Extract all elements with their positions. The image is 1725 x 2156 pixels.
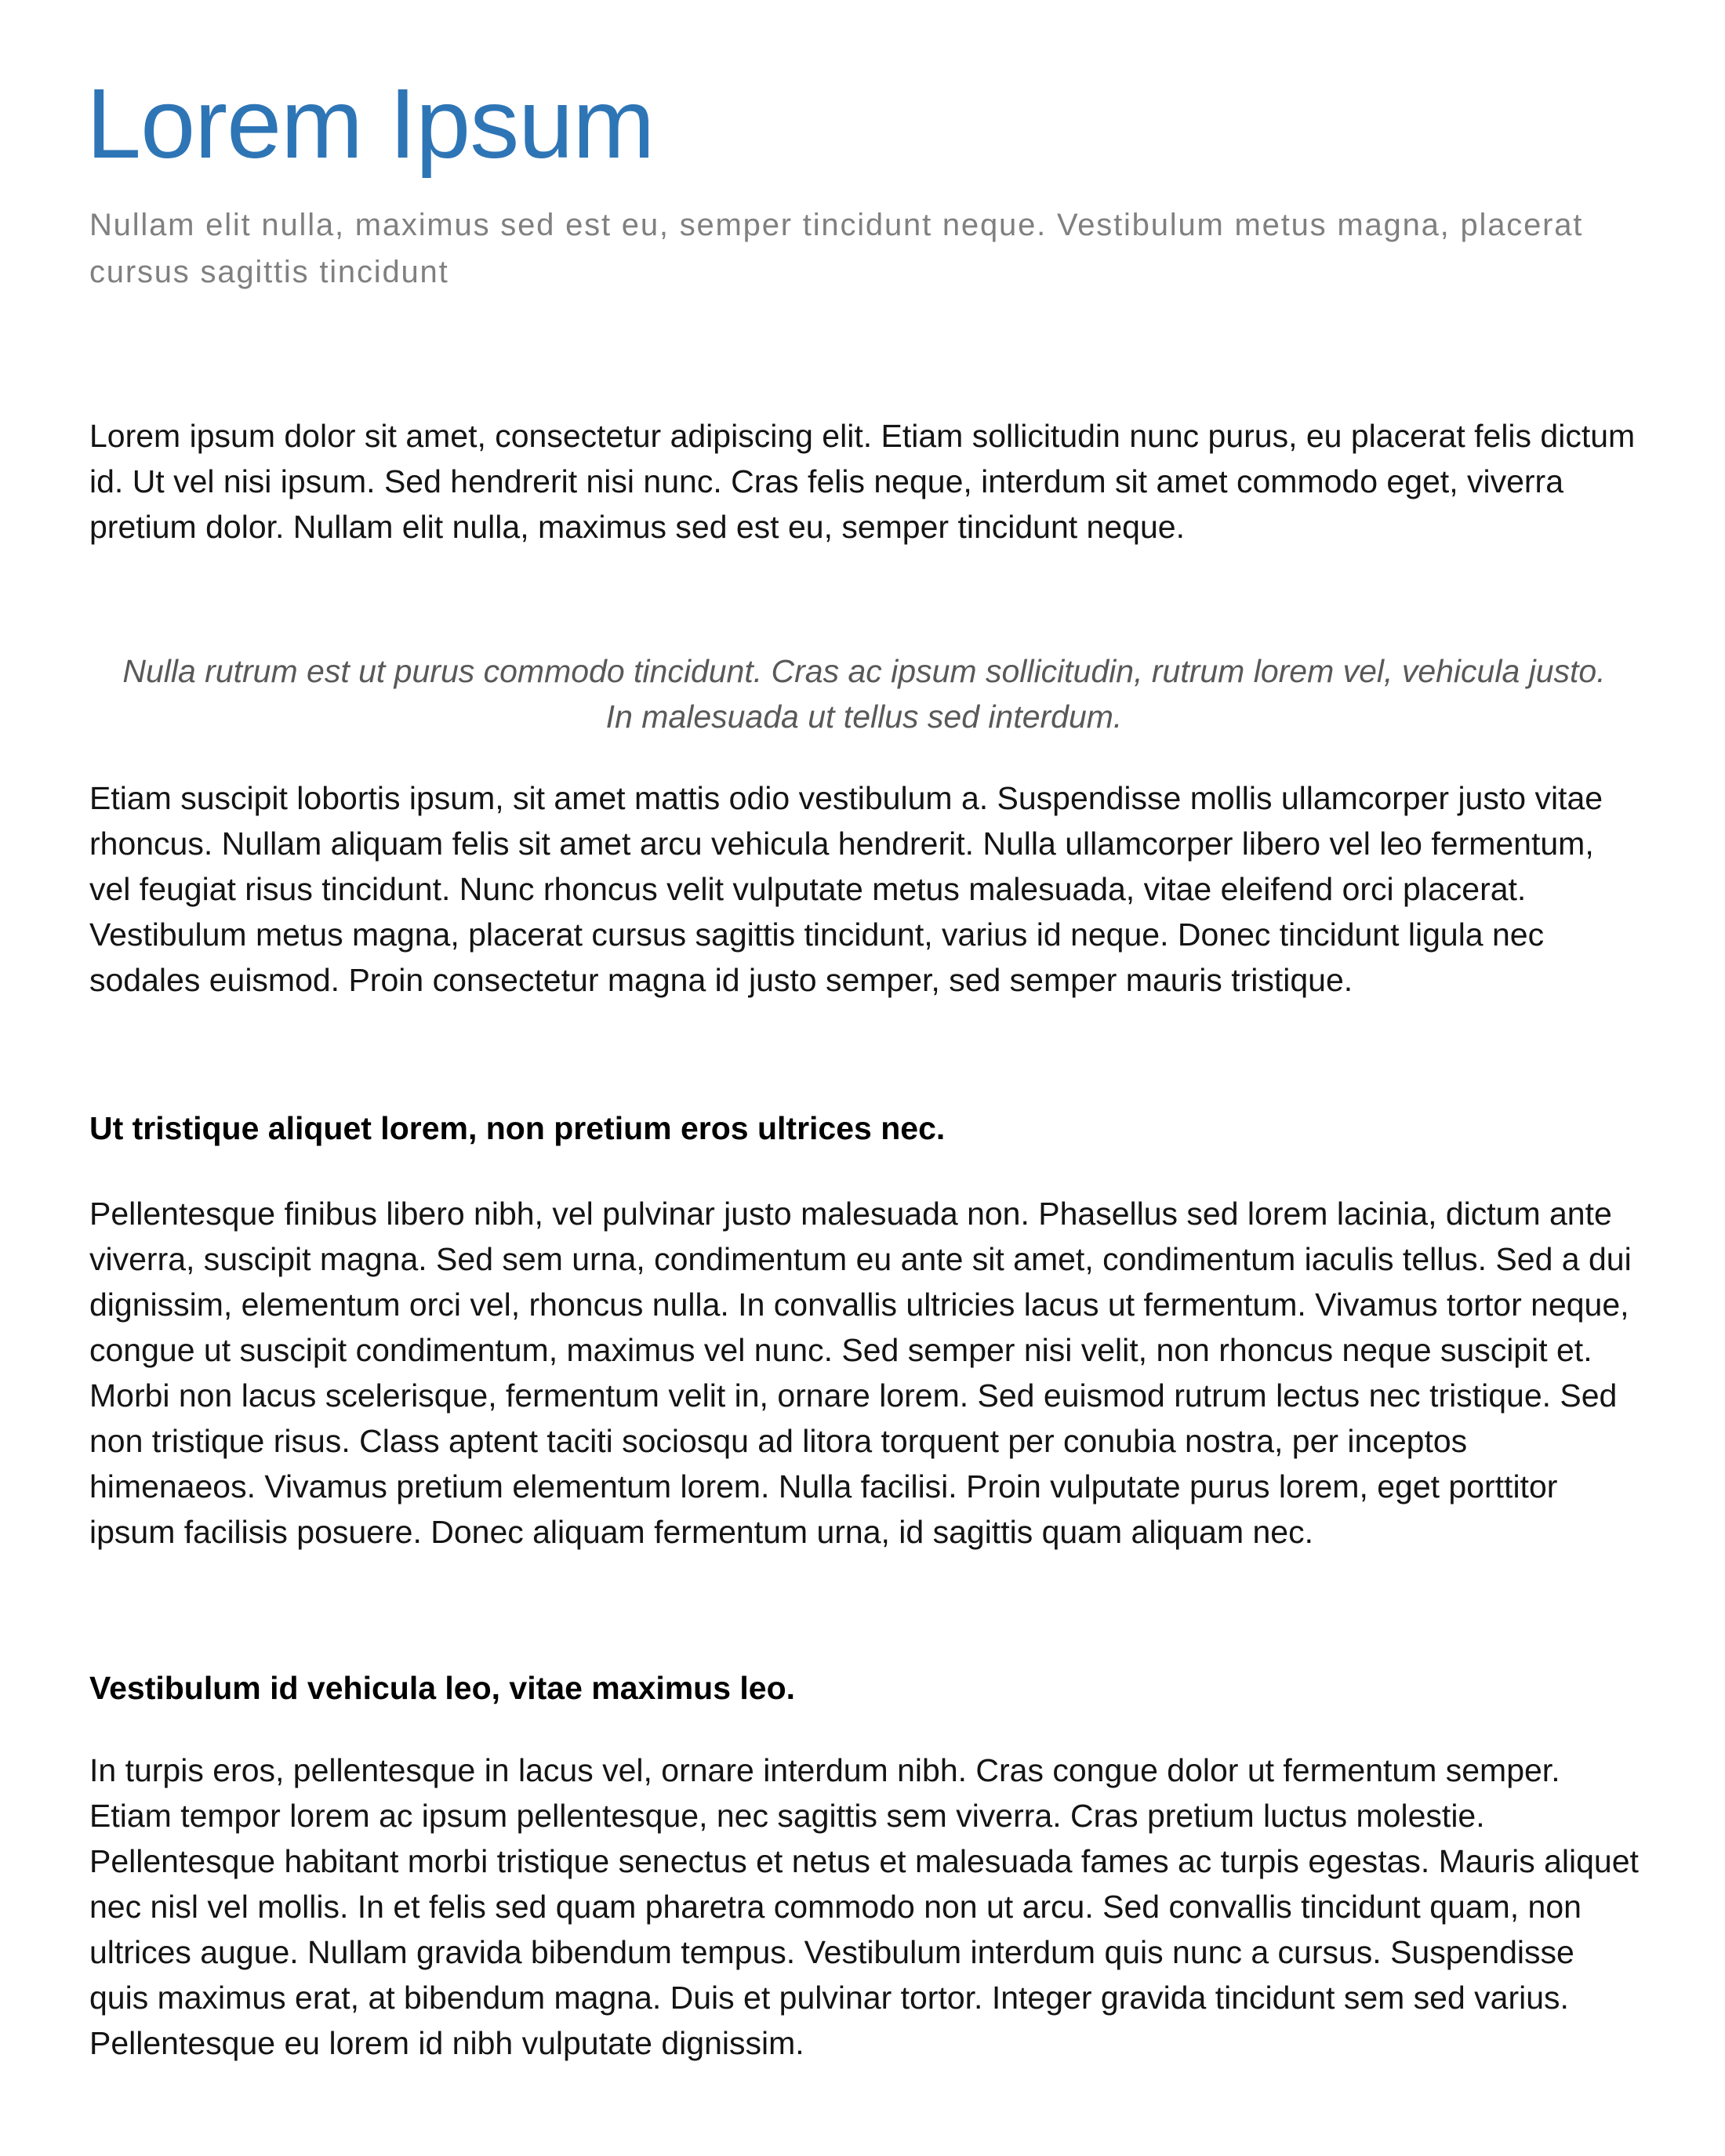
section-heading-2: Vestibulum id vehicula leo, vitae maximus leo.	[89, 1669, 796, 1706]
document-title: Lorem Ipsum	[86, 68, 655, 179]
section-heading-1: Ut tristique aliquet lorem, non pretium eros ultrices nec.	[89, 1109, 946, 1146]
body-paragraph-3: Pellentesque finibus libero nibh, vel pulvinar justo malesuada non. Phasellus sed lorem lacinia, dictum ante viverra, suscipit magna. Sed sem urna, condimentum eu ante sit amet, condimentum iaculis tellus. Sed a dui dignissim, elementum orci vel, rhoncus nulla. In convallis ultricies lacus ut fermentum. Vivamus tortor neque, congue ut suscipit condimentum, maximus vel nunc. Sed semper nisi velit, non rhoncus neque suscipit et. Morbi non lacus scelerisque, fermentum velit in, ornare lorem. Sed euismod rutrum lectus nec tristique. Sed non tristique risus. Class aptent taciti sociosqu ad litora torquent per conubia nostra, per inceptos himenaeos. Vivamus pretium elementum lorem. Nulla facilisi. Proin vulputate purus lorem, eget porttitor ipsum facilisis posuere. Donec aliquam fermentum urna, id sagittis quam aliquam nec.	[89, 1195, 1632, 1550]
pull-quote: Nulla rutrum est ut purus commodo tincidunt. Cras ac ipsum sollicitudin, rutrum lorem vel, vehicula justo. In malesuada ut tellus sed interdum.	[122, 652, 1606, 735]
body-paragraph-2: Etiam suscipit lobortis ipsum, sit amet mattis odio vestibulum a. Suspendisse mollis ullamcorper justo vitae rhoncus. Nullam aliquam felis sit amet arcu vehicula hendrerit. Nulla ullamcorper libero vel leo fermentum, vel feugiat risus tincidunt. Nunc rhoncus velit vulputate metus malesuada, vitae eleifend orci placerat. Vestibulum metus magna, placerat cursus sagittis tincidunt, varius id neque. Donec tincidunt ligula nec sodales euismod. Proin consectetur magna id justo semper, sed semper mauris tristique.	[89, 779, 1603, 998]
body-paragraph-1: Lorem ipsum dolor sit amet, consectetur adipiscing elit. Etiam sollicitudin nunc purus, eu placerat felis dictum id. Ut vel nisi ipsum. Sed hendrerit nisi nunc. Cras felis neque, interdum sit amet commodo eget, viverra pretium dolor. Nullam elit nulla, maximus sed est eu, semper tincidunt neque.	[89, 417, 1636, 545]
document-subtitle: Nullam elit nulla, maximus sed est eu, semper tincidunt neque. Vestibulum metus magna, placerat cursus sagittis tincidunt	[89, 207, 1584, 289]
body-paragraph-4: In turpis eros, pellentesque in lacus vel, ornare interdum nibh. Cras congue dolor ut fermentum semper. Etiam tempor lorem ac ipsum pellentesque, nec sagittis sem viverra. Cras pretium luctus molestie. Pellentesque habitant morbi tristique senectus et netus et malesuada fames ac turpis egestas. Mauris aliquet nec nisl vel mollis. In et felis sed quam pharetra commodo non ut arcu. Sed convallis tincidunt quam, non ultrices augue. Nullam gravida bibendum tempus. Vestibulum interdum quis nunc a cursus. Suspendisse quis maximus erat, at bibendum magna. Duis et pulvinar tortor. Integer gravida tincidunt sem sed varius. Pellentesque eu lorem id nibh vulputate dignissim.	[89, 1751, 1639, 2061]
